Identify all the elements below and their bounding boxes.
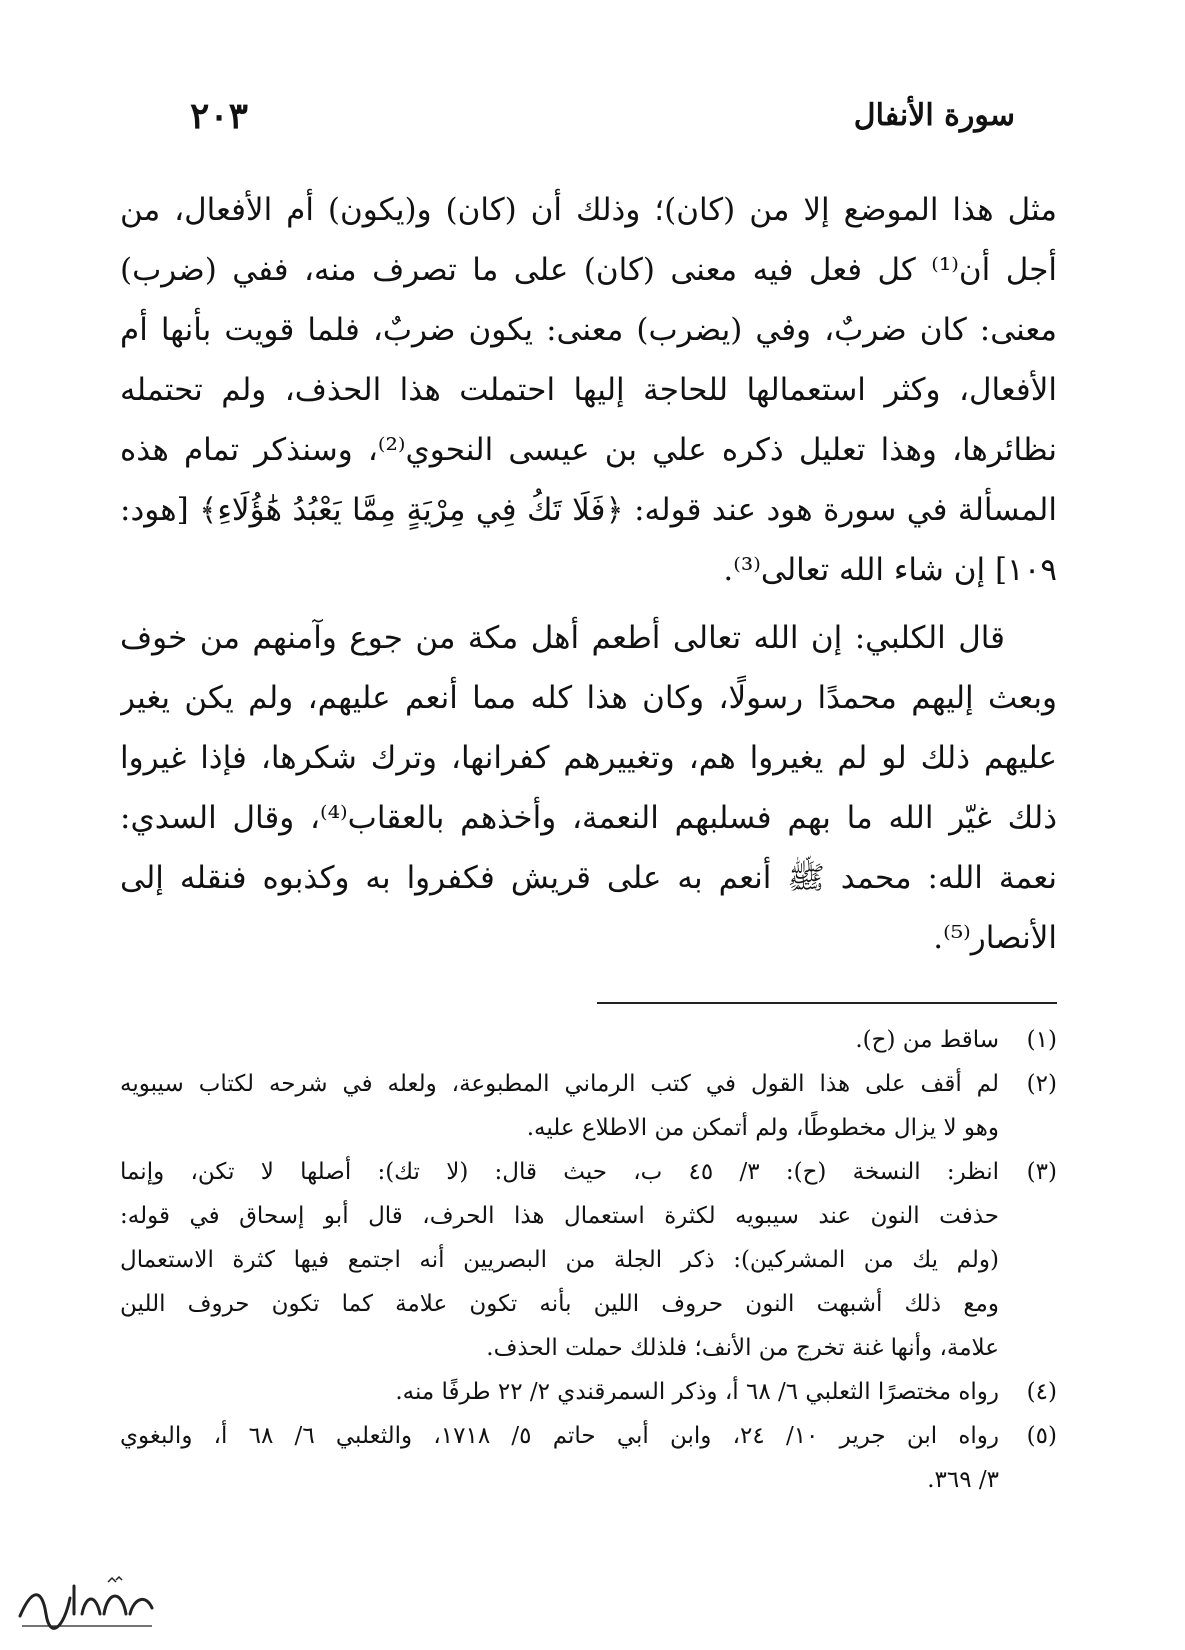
- footnote-separator: [597, 1002, 1057, 1004]
- text-line: نعمة الله: محمد ﷺ أنعم به على قريش فكفروا به وكذبوه فنقله إلى: [120, 860, 1057, 896]
- text-line: الأنصار⁽⁵⁾.: [933, 920, 1057, 956]
- text-line: نظائرها، وهذا تعليل ذكره علي بن عيسى النحوي⁽²⁾، وسنذكر تمام هذه: [120, 432, 1057, 468]
- text-line: الأفعال، وكثر استعمالها للحاجة إليها احتملت هذا الحذف، ولم تحتمله: [120, 372, 1057, 408]
- footnote: [120, 1018, 1057, 1062]
- footnote-line: انظر: النسخة (ح): ٣/ ٤٥ ب، حيث قال: (لا تك): أصلها لا تكن، وإنما: [120, 1159, 999, 1185]
- text-line: معنى: كان ضربٌ، وفي (يضرب) معنى: يكون ضربٌ، فلما قويت بأنها أم: [120, 312, 1057, 348]
- footnote-line: حذفت النون عند سيبويه لكثرة استعمال هذا الحرف، قال أبو إسحاق في قوله:: [120, 1203, 999, 1229]
- text-line: ١٠٩] إن شاء الله تعالى⁽³⁾.: [723, 552, 1057, 588]
- footnote: [120, 1062, 1057, 1150]
- surah-title: سورة الأنفال: [853, 98, 1015, 133]
- footnotes: [120, 1018, 1057, 1502]
- text-line: وبعث إليهم محمدًا رسولًا، وكان هذا كله مما أنعم عليهم، ولم يكن يغير: [120, 680, 1057, 716]
- footnote-line: ومع ذلك أشبهت النون حروف اللين بأنه تكون علامة كما تكون حروف اللين: [120, 1291, 999, 1317]
- footnote-number: (١): [1026, 1027, 1057, 1053]
- footnote-number: (٢): [1026, 1071, 1057, 1097]
- footnote: [120, 1414, 1057, 1502]
- text-line: المسألة في سورة هود عند قوله: ﴿فَلَا تَكُ فِي مِرْيَةٍ مِمَّا يَعْبُدُ هَٰؤُلَاءِ﴾ [هود:: [120, 492, 1057, 528]
- footnote: [120, 1150, 1057, 1370]
- footnote-number: (٥): [1026, 1423, 1057, 1449]
- footnote-number: (٣): [1026, 1159, 1057, 1185]
- footnote-line: لم أقف على هذا القول في كتب الرماني المطبوعة، ولعله في شرحه لكتاب سيبويه: [120, 1071, 999, 1097]
- page-number: ٢٠٣: [190, 95, 249, 137]
- paragraph: [120, 608, 1057, 968]
- text-line: عليهم ذلك لو لم يغيروا هم، وتغييرهم كفرانها، وترك شكرها، فإذا غيروا: [120, 740, 1057, 776]
- footnote-number: (٤): [1026, 1379, 1057, 1405]
- publisher-logo: [12, 1568, 162, 1638]
- footnote-line: وهو لا يزال مخطوطًا، ولم أتمكن من الاطلاع عليه.: [526, 1115, 999, 1141]
- text-line: مثل هذا الموضع إلا من (كان)؛ وذلك أن (كان) و(يكون) أم الأفعال، من: [120, 192, 1057, 228]
- footnote-line: ساقط من (ح).: [855, 1027, 999, 1053]
- footnote-line: علامة، وأنها غنة تخرج من الأنف؛ فلذلك حملت الحذف.: [486, 1335, 999, 1361]
- text-line: أجل أن⁽¹⁾ كل فعل فيه معنى (كان) على ما تصرف منه، ففي (ضرب): [120, 252, 1057, 288]
- paragraph: [120, 180, 1057, 600]
- footnote-line: (ولم يك من المشركين): ذكر الجلة من البصريين أنه اجتمع فيها كثرة الاستعمال: [120, 1247, 999, 1273]
- footnote-line: ٣/ ٣٦٩.: [927, 1467, 999, 1493]
- footnote-line: رواه مختصرًا الثعلبي ٦/ ٦٨ أ، وذكر السمرقندي ٢/ ٢٢ طرفًا منه.: [395, 1379, 999, 1405]
- footnote-line: رواه ابن جرير ١٠/ ٢٤، وابن أبي حاتم ٥/ ١٧١٨، والثعلبي ٦/ ٦٨ أ، والبغوي: [120, 1423, 999, 1449]
- main-text: [120, 180, 1057, 968]
- text-line: قال الكلبي: إن الله تعالى أطعم أهل مكة من جوع وآمنهم من خوف: [120, 620, 1005, 656]
- text-line: ذلك غيّر الله ما بهم فسلبهم النعمة، وأخذهم بالعقاب⁽⁴⁾، وقال السدي:: [120, 800, 1057, 836]
- footnote: [120, 1370, 1057, 1414]
